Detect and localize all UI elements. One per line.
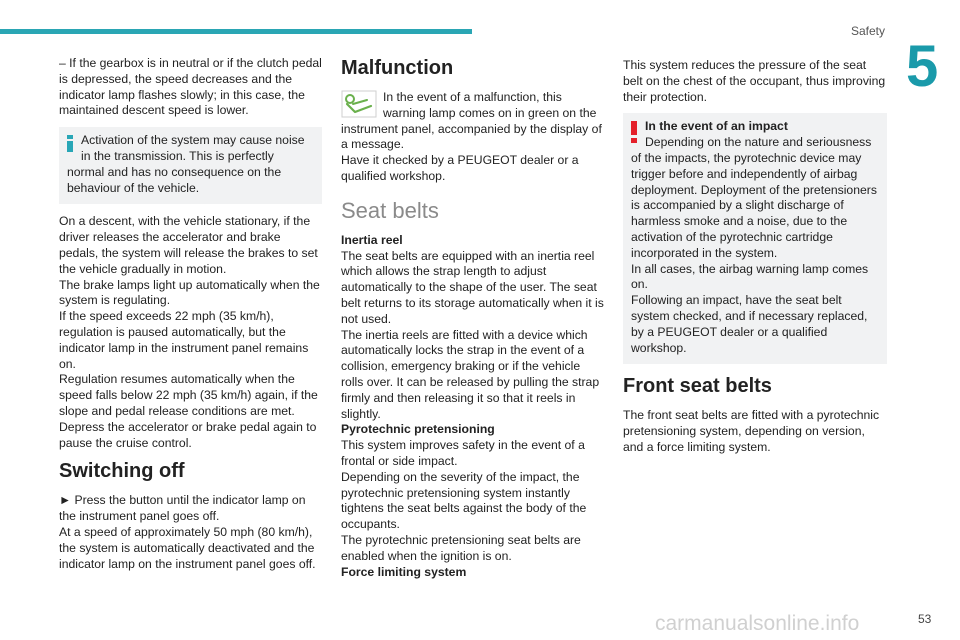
page-number: 53: [918, 612, 932, 626]
header-accent-bar: [0, 29, 472, 34]
heading-seat-belts: Seat belts: [341, 197, 439, 223]
warning-text: In all cases, the airbag warning lamp comes on.: [631, 261, 869, 292]
paragraph: The seat belts are equipped with an inertia reel which allows the strap length to adjust automatically to the shape of the user. The seat belt returns to its storage automatically when it is not used.: [341, 248, 604, 326]
column-1: [59, 56, 322, 572]
section-title: Safety: [851, 24, 886, 38]
subheading-pyrotechnic: Pyrotechnic pretensioning: [341, 422, 495, 437]
paragraph: If the speed exceeds 22 mph (35 km/h), regulation is paused automatically, but the indicator lamp in the instrument panel remains on.: [59, 309, 309, 371]
paragraph: The inertia reels are fitted with a device which automatically locks the strap in the event of a collision, emergency braking or if the vehicle rolls over. It can be released by pulling the strap firmly and then releasing it so that it reels in slightly.: [341, 327, 600, 421]
malfunction-block: [341, 90, 605, 185]
warning-note: [623, 113, 887, 364]
column-3: [623, 58, 887, 456]
paragraph: Depress the accelerator or brake pedal again to pause the cruise control.: [59, 419, 317, 450]
chapter-number: 5: [906, 34, 939, 99]
paragraph: On a descent, with the vehicle stationary, if the driver releases the accelerator and brake pedals, the system will release the brakes to set the vehicle gradually in motion.: [59, 214, 318, 276]
paragraph: At a speed of approximately 50 mph (80 km/h), the system is automatically deactivated and the indicator lamp on the instrument panel goes off.: [59, 524, 316, 571]
info-note: [59, 127, 322, 204]
warning-title: In the event of an impact: [645, 119, 788, 134]
heading-front-seat-belts: Front seat belts: [623, 375, 772, 398]
column-2: [341, 56, 605, 580]
watermark: carmanualsonline.info: [655, 612, 860, 635]
seatbelt-warning-lamp-icon: [341, 90, 377, 118]
subheading-inertia-reel: Inertia reel: [341, 232, 403, 247]
paragraph: This system reduces the pressure of the seat belt on the chest of the occupant, thus improving their protection.: [623, 58, 886, 104]
warning-icon: [631, 121, 637, 143]
warning-text: Following an impact, have the seat belt system checked, and if necessary replaced, by a PEUGEOT dealer or a qualified workshop.: [631, 293, 868, 355]
warning-text: Depending on the nature and seriousness of the impacts, the pyrotechnic device may trigger before and independently of airbag deployment. Deployment of the pretensioners is accompanied by a slight discharge of harmless smoke and a noise, due to the activation of the pyrotechnic cartridge incorporated in the system.: [631, 135, 877, 260]
paragraph: Regulation resumes automatically when the speed falls below 22 mph (35 km/h) again, if the slope and pedal release conditions are met.: [59, 372, 318, 418]
paragraph: The pyrotechnic pretensioning seat belts are enabled when the ignition is on.: [341, 532, 581, 563]
paragraph: The front seat belts are fitted with a pyrotechnic pretensioning system, depending on version, and a force limiting system.: [623, 408, 880, 454]
subheading-force-limiting: Force limiting system: [341, 564, 467, 579]
heading-switching-off: Switching off: [59, 460, 185, 483]
paragraph: Have it checked by a PEUGEOT dealer or a qualified workshop.: [341, 153, 579, 183]
paragraph: This system improves safety in the event of a frontal or side impact.: [341, 438, 585, 468]
info-note-text: Activation of the system may cause noise in the transmission. This is perfectly normal and has no consequence on the behaviour of the vehicle.: [67, 133, 305, 195]
heading-malfunction: Malfunction: [341, 57, 454, 79]
paragraph: – If the gearbox is in neutral or if the clutch pedal is depressed, the speed decreases and the indicator lamp flashes slowly; in this case, the maintained descent speed is lower.: [59, 56, 322, 118]
info-icon: [67, 135, 73, 152]
paragraph: ► Press the button until the indicator lamp on the instrument panel goes off.: [59, 493, 306, 524]
paragraph: The brake lamps light up automatically when the system is regulating.: [59, 277, 320, 308]
paragraph: In the event of a malfunction, this warning lamp comes on in green on the instrument panel, accompanied by the display of a message.: [341, 90, 602, 152]
paragraph: Depending on the severity of the impact, the pyrotechnic pretensioning system instantly tightens the seat belts against the body of the occupants.: [341, 469, 587, 532]
